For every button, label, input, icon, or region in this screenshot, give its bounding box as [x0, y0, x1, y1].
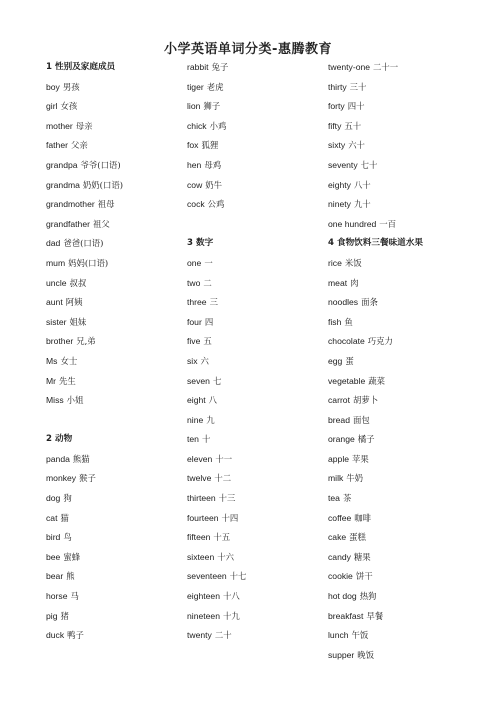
- vocab-entry: [328, 254, 468, 274]
- english-word: ten: [187, 434, 199, 445]
- chinese-meaning: 牛奶: [346, 473, 364, 484]
- chinese-meaning: 十: [201, 434, 211, 445]
- chinese-meaning: 熊猫: [72, 453, 90, 464]
- vocab-entry: [328, 97, 468, 117]
- english-word: egg: [328, 355, 343, 366]
- vocab-entry: [328, 646, 468, 666]
- chinese-meaning: 蜜蜂: [63, 551, 81, 562]
- vocab-entry: [46, 391, 186, 411]
- chinese-meaning: 女士: [60, 355, 78, 366]
- vocab-entry: [187, 156, 327, 176]
- vocab-entry: [328, 548, 468, 568]
- chinese-meaning: 狮子: [203, 101, 221, 112]
- english-word: meat: [328, 277, 348, 288]
- vocab-entry: [328, 117, 468, 137]
- vocab-entry: [328, 372, 468, 392]
- english-word: brother: [46, 336, 74, 347]
- english-word: two: [187, 277, 201, 288]
- chinese-meaning: 晚饭: [357, 649, 375, 660]
- vocab-entry: [328, 293, 468, 313]
- vocab-entry: [187, 430, 327, 450]
- english-word: four: [187, 316, 202, 327]
- chinese-meaning: 鸭子: [67, 630, 84, 641]
- vocab-entry: [187, 293, 327, 313]
- english-word: Miss: [46, 395, 64, 406]
- section-spacer: [46, 411, 186, 431]
- chinese-meaning: 三: [209, 297, 218, 308]
- chinese-meaning: 兄,弟: [76, 336, 96, 347]
- chinese-meaning: 十六: [217, 551, 234, 562]
- vocab-entry: [187, 97, 327, 117]
- english-word: six: [187, 355, 198, 366]
- chinese-meaning: 胡萝卜: [352, 395, 379, 406]
- chinese-meaning: 橘子: [357, 434, 375, 445]
- vocab-entry: [187, 607, 327, 627]
- chinese-meaning: 十四: [221, 512, 239, 523]
- chinese-meaning: 十九: [222, 610, 240, 621]
- vocab-entry: [328, 626, 468, 646]
- english-word: one hundred: [328, 218, 377, 229]
- english-word: lunch: [328, 630, 349, 641]
- english-word: noodles: [328, 297, 359, 308]
- chinese-meaning: 母亲: [75, 120, 93, 131]
- column-3: [328, 58, 468, 665]
- chinese-meaning: 二: [203, 277, 212, 288]
- vocab-entry: [328, 58, 468, 78]
- chinese-meaning: 马: [70, 591, 79, 602]
- vocab-entry: [187, 313, 327, 333]
- vocab-entry: [328, 274, 468, 294]
- chinese-meaning: 鸟: [63, 532, 72, 543]
- vocab-entry: [328, 78, 468, 98]
- chinese-meaning: 十五: [213, 532, 231, 543]
- vocab-entry: [46, 587, 186, 607]
- vocab-entry: [328, 430, 468, 450]
- vocab-entry: [46, 528, 186, 548]
- english-word: aunt: [46, 297, 63, 308]
- chinese-meaning: 阿姨: [65, 297, 83, 308]
- english-word: apple: [328, 453, 350, 464]
- vocab-entry: [187, 548, 327, 568]
- english-word: eighty: [328, 179, 351, 190]
- chinese-meaning: 奶牛: [205, 179, 223, 190]
- vocab-entry: [46, 548, 186, 568]
- chinese-meaning: 苹果: [352, 453, 369, 464]
- vocab-entry: [46, 607, 186, 627]
- vocab-entry: [46, 97, 186, 117]
- vocab-entry: [46, 274, 186, 294]
- vocab-entry: [46, 313, 186, 333]
- english-word: nineteen: [187, 610, 220, 621]
- section-heading: 3 数字: [187, 238, 214, 249]
- vocab-entry: [187, 176, 327, 196]
- vocab-entry: [46, 234, 186, 254]
- english-word: twelve: [187, 473, 212, 484]
- chinese-meaning: 蔬菜: [368, 375, 386, 386]
- english-word: twenty: [187, 630, 212, 641]
- chinese-meaning: 男孩: [62, 81, 80, 92]
- vocab-entry: [187, 567, 327, 587]
- english-word: rabbit: [187, 62, 209, 72]
- vocab-entry: [46, 469, 186, 489]
- chinese-meaning: 蛋: [345, 355, 354, 366]
- vocab-entry: [46, 156, 186, 176]
- vocab-entry: [46, 293, 186, 313]
- chinese-meaning: 猴子: [79, 473, 96, 484]
- english-word: vegetable: [328, 375, 366, 386]
- vocab-entry: [46, 567, 186, 587]
- chinese-meaning: 午饭: [351, 630, 369, 641]
- english-word: milk: [328, 473, 344, 484]
- english-word: sixteen: [187, 551, 215, 562]
- vocab-entry: [46, 117, 186, 137]
- chinese-meaning: 猪: [60, 610, 69, 621]
- english-word: cock: [187, 199, 205, 210]
- english-word: supper: [328, 649, 355, 660]
- english-word: mum: [46, 257, 66, 268]
- vocab-entry: [328, 607, 468, 627]
- vocab-entry: [46, 176, 186, 196]
- english-word: thirty: [328, 81, 347, 92]
- chinese-meaning: 姐妹: [69, 316, 87, 327]
- english-word: three: [187, 297, 207, 308]
- vocab-entry: [328, 509, 468, 529]
- english-word: eight: [187, 395, 206, 406]
- english-word: girl: [46, 101, 58, 112]
- english-word: grandmother: [46, 199, 95, 210]
- chinese-meaning: 叔叔: [69, 277, 87, 288]
- chinese-meaning: 九: [206, 414, 215, 425]
- english-word: seventeen: [187, 571, 227, 582]
- chinese-meaning: 九十: [353, 199, 371, 210]
- english-word: dog: [46, 493, 61, 504]
- chinese-meaning: 一百: [379, 218, 397, 229]
- english-word: boy: [46, 81, 60, 92]
- vocab-entry: [328, 567, 468, 587]
- chinese-meaning: 蛋糕: [349, 532, 366, 543]
- english-word: hen: [187, 159, 202, 170]
- english-word: orange: [328, 434, 355, 445]
- english-word: tea: [328, 493, 340, 504]
- vocab-entry: [187, 411, 327, 431]
- vocab-entry: [46, 332, 186, 352]
- chinese-meaning: 面包: [352, 414, 370, 425]
- page-title: 小学英语单词分类-惠腾教育: [164, 42, 332, 57]
- english-word: fifty: [328, 120, 342, 131]
- chinese-meaning: 爷爷(口语): [80, 159, 121, 170]
- section-heading: 1 性别及家庭成员: [46, 62, 116, 72]
- vocab-entry: [46, 626, 186, 646]
- chinese-meaning: 热狗: [359, 591, 377, 602]
- chinese-meaning: 十三: [218, 493, 236, 504]
- chinese-meaning: 母鸡: [204, 159, 222, 170]
- chinese-meaning: 兔子: [211, 62, 229, 72]
- vocab-entry: [328, 156, 468, 176]
- english-word: one: [187, 257, 202, 268]
- english-word: twenty-one: [328, 62, 371, 72]
- chinese-meaning: 面条: [361, 297, 378, 308]
- chinese-meaning: 女孩: [60, 101, 78, 112]
- chinese-meaning: 六十: [348, 140, 365, 151]
- chinese-meaning: 二十一: [373, 62, 399, 72]
- english-word: chocolate: [328, 336, 365, 347]
- vocab-entry: [187, 587, 327, 607]
- column-2: [187, 58, 327, 646]
- english-word: thirteen: [187, 493, 216, 504]
- english-word: nine: [187, 414, 204, 425]
- english-word: fox: [187, 140, 199, 151]
- chinese-meaning: 熊: [66, 571, 75, 582]
- english-word: horse: [46, 591, 68, 602]
- chinese-meaning: 祖父: [92, 218, 110, 229]
- chinese-meaning: 糖果: [353, 551, 371, 562]
- chinese-meaning: 先生: [59, 375, 76, 386]
- english-word: fish: [328, 316, 342, 327]
- chinese-meaning: 十二: [214, 473, 232, 484]
- english-word: sixty: [328, 140, 346, 151]
- english-word: duck: [46, 630, 65, 641]
- english-word: coffee: [328, 512, 352, 523]
- chinese-meaning: 茶: [342, 493, 352, 504]
- vocab-entry: [46, 489, 186, 509]
- vocab-entry: [328, 587, 468, 607]
- vocab-entry: [46, 509, 186, 529]
- chinese-meaning: 小姐: [66, 395, 84, 406]
- english-word: bear: [46, 571, 64, 582]
- chinese-meaning: 十八: [222, 591, 240, 602]
- vocab-entry: [46, 352, 186, 372]
- vocab-entry: [187, 528, 327, 548]
- chinese-meaning: 祖母: [97, 199, 115, 210]
- vocab-entry: [328, 528, 468, 548]
- vocab-entry: [46, 215, 186, 235]
- vocab-entry: [187, 352, 327, 372]
- vocab-entry: [187, 117, 327, 137]
- english-word: cow: [187, 179, 203, 190]
- english-word: chick: [187, 120, 207, 131]
- chinese-meaning: 五十: [344, 120, 362, 131]
- vocab-entry: [328, 450, 468, 470]
- english-word: candy: [328, 551, 351, 562]
- english-word: panda: [46, 453, 70, 464]
- vocab-entry: [187, 136, 327, 156]
- chinese-meaning: 肉: [350, 277, 359, 288]
- vocab-entry: [328, 136, 468, 156]
- chinese-meaning: 狐狸: [201, 140, 219, 151]
- english-word: sister: [46, 316, 67, 327]
- vocab-entry: [328, 176, 468, 196]
- vocab-entry: [187, 274, 327, 294]
- chinese-meaning: 米饭: [344, 257, 362, 268]
- chinese-meaning: 七: [212, 375, 222, 386]
- english-word: cake: [328, 532, 347, 543]
- english-word: grandma: [46, 179, 80, 190]
- english-word: mother: [46, 120, 73, 131]
- english-word: cookie: [328, 571, 353, 582]
- chinese-meaning: 二十: [214, 630, 232, 641]
- vocab-entry: [187, 332, 327, 352]
- chinese-meaning: 妈妈(口语): [68, 257, 109, 268]
- english-word: seven: [187, 375, 210, 386]
- english-word: uncle: [46, 277, 67, 288]
- chinese-meaning: 狗: [63, 493, 72, 504]
- chinese-meaning: 鱼: [344, 316, 353, 327]
- vocab-entry: [187, 195, 327, 215]
- vocab-entry: [187, 469, 327, 489]
- vocab-entry: [46, 136, 186, 156]
- english-word: father: [46, 140, 68, 151]
- chinese-meaning: 十七: [229, 571, 247, 582]
- english-word: tiger: [187, 81, 204, 92]
- chinese-meaning: 六: [200, 355, 209, 366]
- column-1: [46, 58, 186, 646]
- chinese-meaning: 早餐: [366, 610, 384, 621]
- chinese-meaning: 四十: [347, 101, 365, 112]
- english-word: rice: [328, 257, 342, 268]
- chinese-meaning: 奶奶(口语): [82, 179, 123, 190]
- vocab-entry: [328, 411, 468, 431]
- chinese-meaning: 一: [204, 257, 213, 268]
- english-word: fourteen: [187, 512, 219, 523]
- vocab-entry: [187, 489, 327, 509]
- vocab-entry: [187, 626, 327, 646]
- vocab-entry: [328, 215, 468, 235]
- chinese-meaning: 猫: [60, 512, 69, 523]
- english-word: bird: [46, 532, 61, 543]
- vocab-entry: [187, 58, 327, 78]
- english-word: fifteen: [187, 532, 211, 543]
- english-word: Mr: [46, 375, 57, 386]
- section-heading: 4 食物饮料三餐味道水果: [328, 238, 423, 249]
- chinese-meaning: 八: [208, 395, 218, 406]
- english-word: hot dog: [328, 591, 357, 602]
- vocab-entry: [187, 450, 327, 470]
- vocab-entry: [328, 391, 468, 411]
- vocab-entry: [46, 78, 186, 98]
- vocab-entry: [187, 391, 327, 411]
- vocab-entry: [187, 509, 327, 529]
- chinese-meaning: 十一: [215, 453, 233, 464]
- english-word: lion: [187, 101, 201, 112]
- english-word: eleven: [187, 453, 213, 464]
- chinese-meaning: 七十: [360, 159, 378, 170]
- chinese-meaning: 父亲: [70, 140, 88, 151]
- english-word: grandpa: [46, 159, 78, 170]
- chinese-meaning: 小鸡: [209, 120, 227, 131]
- vocab-entry: [46, 372, 186, 392]
- english-word: ninety: [328, 199, 351, 210]
- vocab-entry: [187, 254, 327, 274]
- english-word: breakfast: [328, 610, 364, 621]
- vocab-entry: [328, 195, 468, 215]
- vocab-entry: [46, 254, 186, 274]
- section-spacer: [187, 215, 327, 235]
- english-word: Ms: [46, 355, 58, 366]
- chinese-meaning: 咖啡: [354, 512, 372, 523]
- english-word: grandfather: [46, 218, 90, 229]
- english-word: carrot: [328, 395, 350, 406]
- chinese-meaning: 爸爸(口语): [63, 238, 104, 249]
- vocab-entry: [328, 332, 468, 352]
- english-word: cat: [46, 512, 58, 523]
- vocab-entry: [187, 372, 327, 392]
- vocab-entry: [328, 352, 468, 372]
- english-word: bread: [328, 414, 350, 425]
- vocab-entry: [328, 489, 468, 509]
- english-word: pig: [46, 610, 58, 621]
- chinese-meaning: 五: [203, 336, 212, 347]
- english-word: bee: [46, 551, 61, 562]
- chinese-meaning: 老虎: [206, 81, 224, 92]
- english-word: forty: [328, 101, 345, 112]
- chinese-meaning: 公鸡: [207, 199, 225, 210]
- chinese-meaning: 饼干: [355, 571, 373, 582]
- vocab-entry: [46, 450, 186, 470]
- english-word: five: [187, 336, 201, 347]
- english-word: monkey: [46, 473, 77, 484]
- chinese-meaning: 巧克力: [367, 336, 393, 347]
- chinese-meaning: 八十: [353, 179, 371, 190]
- english-word: seventy: [328, 159, 358, 170]
- english-word: eighteen: [187, 591, 220, 602]
- english-word: dad: [46, 238, 61, 249]
- chinese-meaning: 四: [204, 316, 214, 327]
- vocab-entry: [328, 313, 468, 333]
- vocab-entry: [187, 78, 327, 98]
- chinese-meaning: 三十: [349, 81, 367, 92]
- section-heading: 2 动物: [46, 434, 73, 445]
- vocab-entry: [328, 469, 468, 489]
- vocab-entry: [46, 195, 186, 215]
